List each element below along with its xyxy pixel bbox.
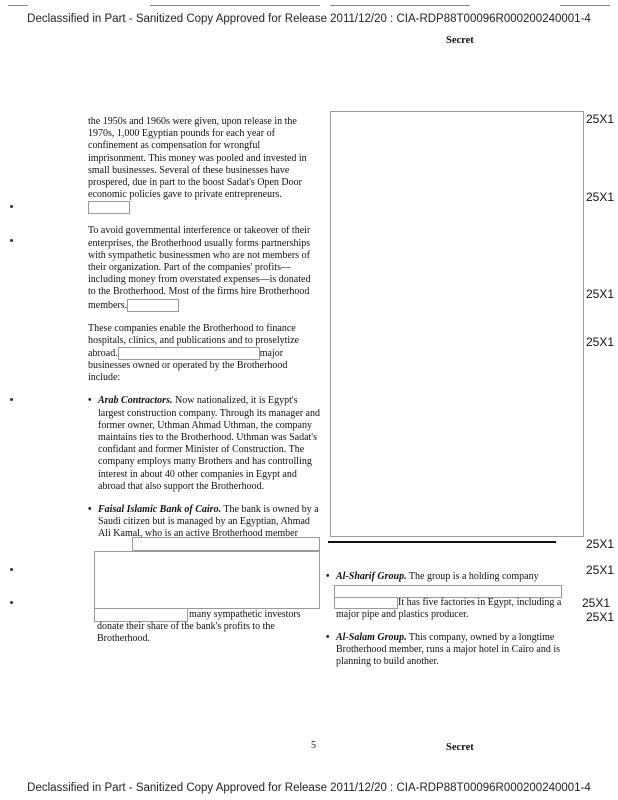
- margin-mark: [10, 601, 13, 604]
- page-number: 5: [311, 740, 316, 751]
- paragraph: the 1950s and 1960s were given, upon release in the 1970s, 1,000 Egyptian pounds for each year of confinement as compensation for wrongful imprisonment. This money was pooled and invested in small businesses. Several of these businesses have prospered, due in part to the boost Sadat's Open Door economic policies gave to private entrepreneurs.: [88, 116, 320, 214]
- redaction-code: 25X1: [586, 610, 615, 624]
- redaction-code: 25X1: [582, 596, 611, 610]
- right-column: [326, 571, 576, 583]
- list-item: • Al-Salam Group. This company, owned by a longtime Brotherhood member, runs a major hotel in Cairo and is planning to build another.: [326, 632, 560, 668]
- release-banner-bottom: Declassified in Part - Sanitized Copy Approved for Release 2011/12/20 : CIA-RDP88T00096R000200240001-4: [27, 782, 591, 794]
- redaction-box: [127, 299, 179, 312]
- scan-artifact: [560, 5, 610, 6]
- classification-top: Secret: [446, 35, 474, 46]
- margin-mark: [10, 398, 13, 401]
- release-banner-top: Declassified in Part - Sanitized Copy Approved for Release 2011/12/20 : CIA-RDP88T00096R000200240001-4: [27, 13, 591, 25]
- divider: [328, 541, 556, 543]
- redaction-code: 25X1: [586, 563, 615, 577]
- paragraph: These companies enable the Brotherhood to finance hospitals, clinics, and publications and to proselytize abroad. major businesses owned or operated by the Brotherhood include:: [88, 322, 300, 384]
- bullet2-continuation: many sympathetic investors donate their share of the bank's profits to the Brotherhood.: [97, 609, 301, 645]
- redaction-code: 25X1: [586, 287, 615, 301]
- redaction-box: [118, 347, 260, 360]
- redaction-code: 25X1: [586, 190, 615, 204]
- list-item: • Faisal Islamic Bank of Cairo. The bank is owned by a Saudi citizen but is managed by an Egyptian, Ahmad Ali Kamal, who is an active Brotherhood member: [88, 504, 319, 540]
- bullet-icon: •: [326, 571, 330, 582]
- left-column: [88, 116, 320, 552]
- redaction-box: [94, 551, 320, 609]
- redaction-box: [330, 111, 584, 537]
- scan-artifact: [330, 5, 470, 6]
- classification-bottom: Secret: [446, 742, 474, 753]
- redaction-box: [88, 201, 130, 214]
- scan-artifact: [8, 5, 28, 6]
- bullet-icon: •: [326, 632, 330, 643]
- redaction-box: [132, 537, 320, 551]
- bullet-icon: •: [88, 504, 92, 516]
- scan-artifact: [150, 5, 320, 6]
- paragraph: To avoid governmental interference or takeover of their enterprises, the Brotherhood usually forms partnerships with sympathetic businessmen who are not members of their organization. Part of the companies' profits—including money from overstated expenses—is donated to the Brotherhood. Most of the firms hire Brotherhood members.: [88, 225, 311, 311]
- redaction-code: 25X1: [586, 537, 615, 551]
- bullet3-continuation: It has five factories in Egypt, including a major pipe and plastics producer.: [336, 597, 562, 621]
- bullet-icon: •: [88, 395, 92, 407]
- margin-mark: [10, 239, 13, 242]
- redaction-code: 25X1: [586, 335, 615, 349]
- redaction-code: 25X1: [586, 112, 615, 126]
- margin-mark: [10, 568, 13, 571]
- right-column-lower: [326, 632, 576, 680]
- margin-mark: [10, 205, 13, 208]
- list-item: • Arab Contractors. Now nationalized, it is Egypt's largest construction company. Through its manager and former owner, Uthman Ahmad Uthman, the company maintains ties to the Brotherhood. Uthman was Sadat's confidant and former Minister of Construction. The company employs many Brothers and has controlling interest in about 40 other companies in Egypt and abroad that also support the Brotherhood.: [88, 395, 320, 492]
- list-item: • Al-Sharif Group. The group is a holding company: [326, 571, 539, 582]
